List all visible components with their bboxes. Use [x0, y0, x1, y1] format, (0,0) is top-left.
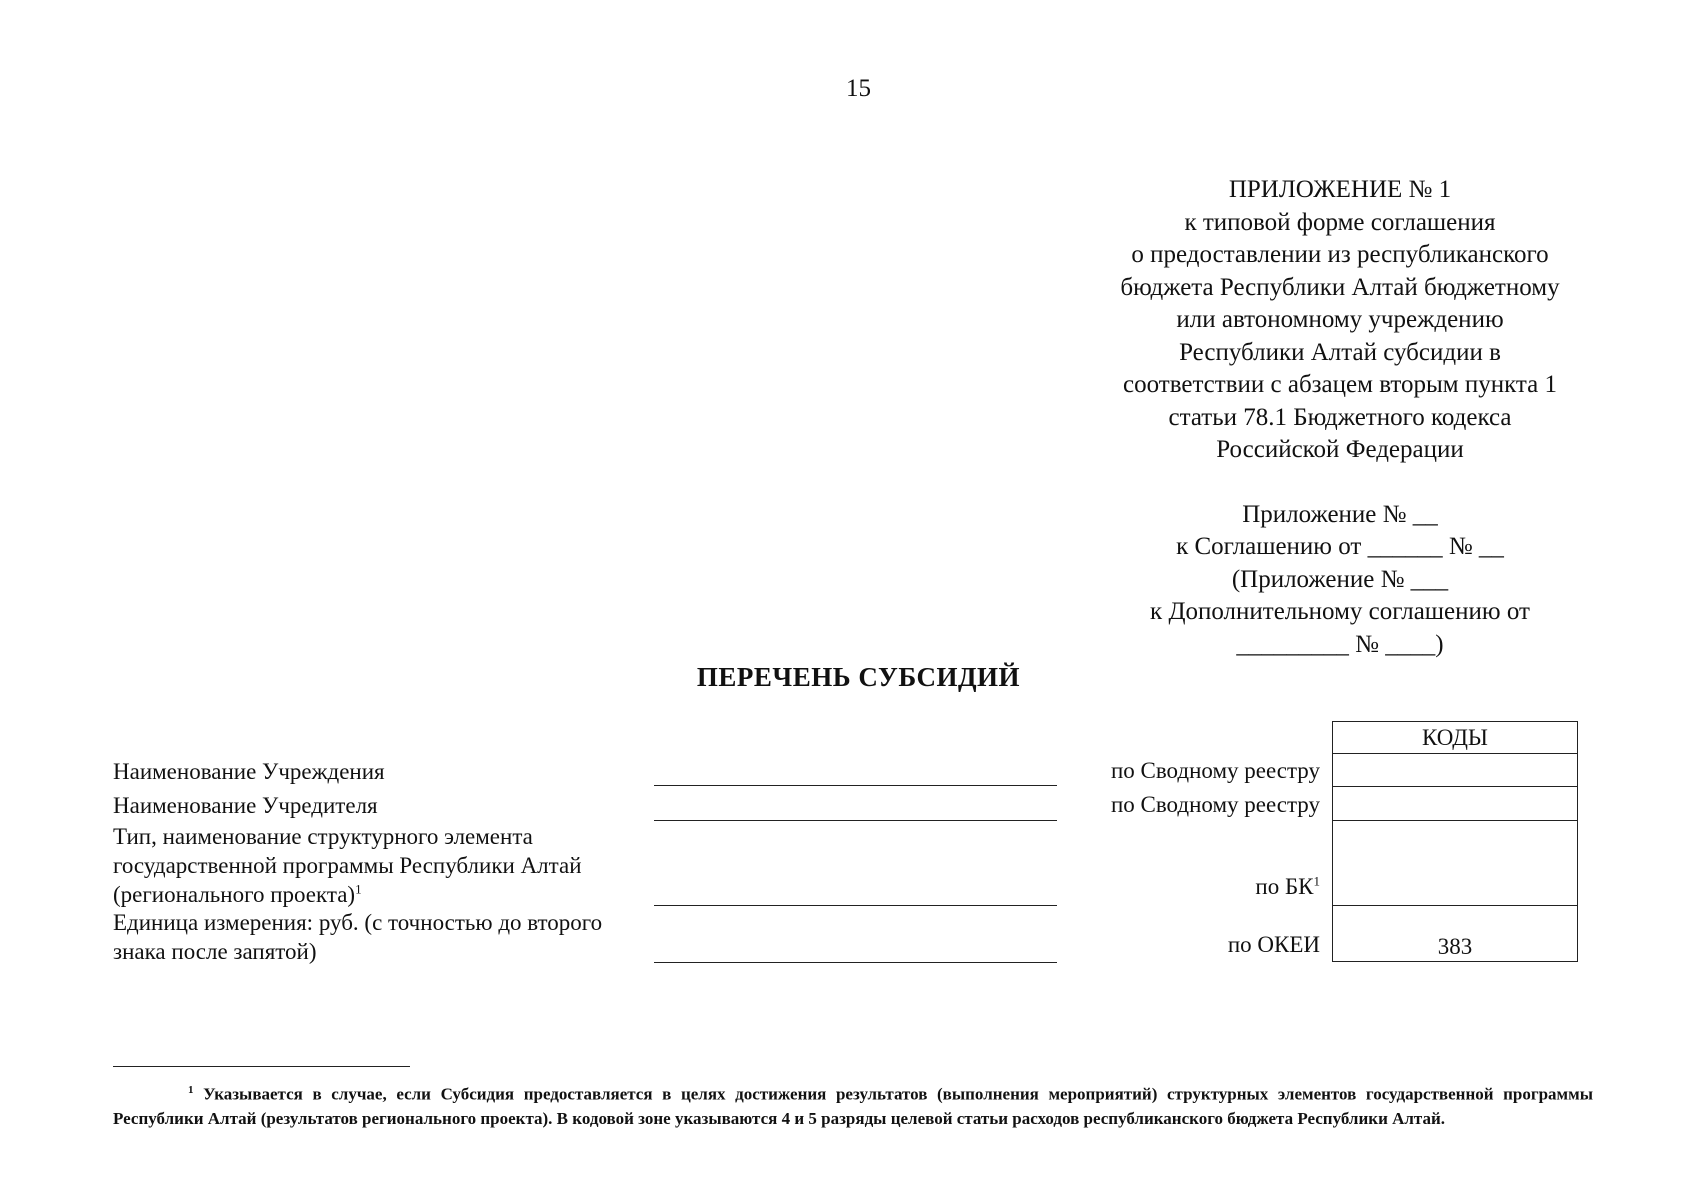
footnote-text: Указывается в случае, если Субсидия предоставляется в целях достижения результатов (выполнения мероприятий) структурных элементов государственной программы Республики Алтай (результатов регионального проекта). В кодовой зоне указываются 4 и 5 разряды целевой статьи расходов республиканского бюджета Республики Алтай.: [113, 1084, 1593, 1129]
document-title: ПЕРЕЧЕНЬ СУБСИДИЙ: [696, 662, 1021, 692]
program-label-line: государственной программы Республики Алтай: [113, 853, 582, 878]
okei-label: по ОКЕИ: [1227, 932, 1320, 957]
bk-label-text: по БК: [1255, 874, 1314, 899]
founder-name-field[interactable]: [654, 820, 1057, 821]
appendix-header: [1080, 174, 1600, 661]
appendix-header-line: Республики Алтай субсидии в: [1179, 338, 1501, 366]
registry-code-cell[interactable]: [1333, 754, 1578, 787]
appendix-header-line: статьи 78.1 Бюджетного кодекса: [1168, 403, 1512, 431]
okei-code-cell[interactable]: 383: [1333, 906, 1578, 962]
footnote-ref: 1: [355, 881, 362, 897]
program-label: [113, 822, 582, 909]
codes-table: [1332, 721, 1578, 962]
footnote: [113, 1078, 1593, 1132]
appendix-header-line: о предоставлении из республиканского: [1131, 241, 1549, 268]
registry-label: по Сводному реестру: [1110, 792, 1320, 817]
page-number: 15: [846, 75, 871, 102]
institution-label: Наименование Учреждения: [113, 759, 385, 784]
agreement-reference-line: к Дополнительному соглашению от: [1150, 598, 1530, 625]
appendix-header-line: к типовой форме соглашения: [1184, 208, 1496, 236]
unit-label-line: Единица измерения: руб. (с точностью до второго: [113, 910, 603, 935]
unit-label-line: знака после запятой): [113, 939, 317, 964]
codes-header: КОДЫ: [1333, 722, 1578, 754]
bk-label: [1060, 874, 1320, 900]
institution-name-field[interactable]: [654, 785, 1057, 786]
agreement-reference-line: к Соглашению от ______ № __: [1176, 533, 1504, 560]
appendix-header-line: Российской Федерации: [1216, 436, 1464, 463]
agreement-reference-line: Приложение № __: [1242, 500, 1438, 528]
footnote-marker: 1: [188, 1084, 194, 1096]
footnote-ref: 1: [1313, 873, 1320, 889]
bk-code-cell[interactable]: [1333, 821, 1578, 906]
agreement-reference-line: (Приложение № ___: [1231, 565, 1449, 593]
program-label-line-last: [113, 880, 582, 909]
appendix-header-line: или автономному учреждению: [1176, 306, 1504, 333]
unit-field[interactable]: [654, 962, 1057, 963]
agreement-reference-line: _________ № ____): [1236, 630, 1444, 658]
appendix-header-line: бюджета Республики Алтай бюджетному: [1120, 273, 1560, 301]
program-label-line: Тип, наименование структурного элемента: [113, 824, 533, 849]
program-element-field[interactable]: [654, 905, 1057, 906]
appendix-header-line: ПРИЛОЖЕНИЕ № 1: [1228, 176, 1452, 203]
registry-label: по Сводному реестру: [1110, 758, 1320, 783]
registry-code-cell[interactable]: [1333, 787, 1578, 821]
appendix-header-line: соответствии с абзацем вторым пункта 1: [1123, 371, 1557, 398]
program-label-text: (регионального проекта): [113, 882, 356, 907]
footnote-separator: [113, 1066, 410, 1067]
founder-label: Наименование Учредителя: [113, 793, 378, 818]
unit-label: [113, 908, 602, 966]
